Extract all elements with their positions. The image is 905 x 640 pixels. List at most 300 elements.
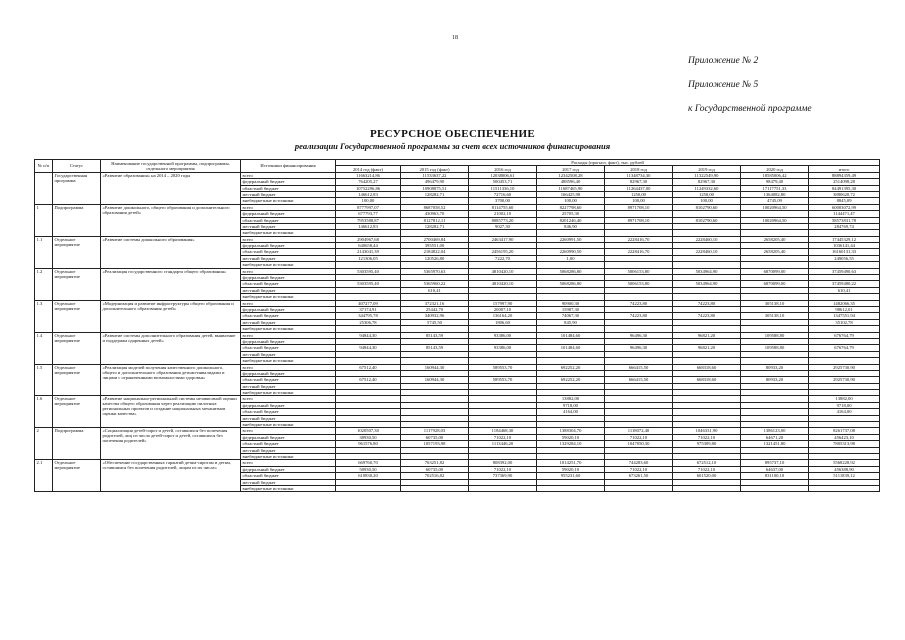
- value-cell: 5068286,80: [537, 268, 605, 274]
- value-cell: 1036141,44: [809, 243, 880, 249]
- value-cell: 64637,00: [741, 466, 809, 472]
- value-cell: 1386123,00: [741, 428, 809, 434]
- value-cell: 5745,50: [401, 319, 469, 325]
- value-cell: 15987,30: [537, 306, 605, 312]
- value-cell: 74223,80: [673, 313, 741, 319]
- value-cell: 8102790,60: [673, 217, 741, 223]
- value-cell: 589553,70: [469, 377, 537, 383]
- value-cell: 1364082,80: [741, 191, 809, 197]
- row-source: внебюджетные источники: [241, 358, 336, 364]
- value-cell: 673261,50: [605, 473, 673, 479]
- value-cell: 88894359,49: [809, 172, 880, 178]
- value-cell: 9027,30: [469, 223, 537, 229]
- value-cell: 20007,10: [469, 306, 537, 312]
- value-cell: 96496,30: [605, 332, 673, 338]
- row-source: областной бюджет: [241, 441, 336, 447]
- value-cell: 8971708,10: [605, 204, 673, 210]
- value-cell: 589553,70: [469, 364, 537, 370]
- value-cell: 640658,44: [336, 243, 401, 249]
- row-num: 1.5: [35, 364, 53, 396]
- value-cell: 8777997,07: [336, 204, 401, 210]
- row-source: всего: [241, 428, 336, 434]
- value-cell: 136164,20: [469, 313, 537, 319]
- page-number: 18: [452, 35, 458, 41]
- value-cell: 2228460,10: [673, 249, 741, 255]
- value-cell: 8201246,40: [537, 217, 605, 223]
- value-cell: 846,90: [537, 223, 605, 229]
- row-source: внебюджетные источники: [241, 326, 336, 332]
- value-cell: 1329284,10: [537, 441, 605, 447]
- row-num: 1.2: [35, 268, 53, 300]
- row-source: всего: [241, 300, 336, 306]
- value-cell: 84491395,30: [809, 185, 880, 191]
- row-source: местный бюджет: [241, 479, 336, 485]
- value-cell: 8102790,60: [673, 204, 741, 210]
- value-cell: 160944,30: [401, 364, 469, 370]
- value-cell: 146612,83: [336, 223, 401, 229]
- row-source: местный бюджет: [241, 255, 336, 261]
- value-cell: 98479,40: [741, 179, 809, 185]
- value-cell: 5568228,92: [809, 460, 880, 466]
- value-cell: 975309,80: [673, 441, 741, 447]
- row-source: местный бюджет: [241, 447, 336, 453]
- value-cell: 372321,16: [401, 300, 469, 306]
- value-cell: 157997,90: [469, 300, 537, 306]
- value-cell: 2463417,90: [469, 236, 537, 242]
- row-source: внебюджетные источники: [241, 230, 336, 236]
- value-cell: 64671,20: [741, 434, 809, 440]
- value-cell: 13882,00: [537, 396, 605, 402]
- value-cell: 96821,20: [673, 332, 741, 338]
- row-source: областной бюджет: [241, 345, 336, 351]
- row-source: внебюджетные источники: [241, 262, 336, 268]
- value-cell: 60735,00: [401, 434, 469, 440]
- row-source: областной бюджет: [241, 409, 336, 415]
- value-cell: 831100,10: [741, 473, 809, 479]
- value-cell: 610830,20: [336, 473, 401, 479]
- row-status: Отдельное мероприятие: [53, 364, 101, 396]
- value-cell: 2904967,68: [336, 236, 401, 242]
- row-source: всего: [241, 268, 336, 274]
- value-cell: 5006153,80: [605, 268, 673, 274]
- value-cell: 961576,80: [336, 441, 401, 447]
- resource-table: [34, 159, 880, 492]
- row-source: областной бюджет: [241, 249, 336, 255]
- value-cell: 5034964,90: [673, 268, 741, 274]
- value-cell: 100,00: [537, 198, 605, 204]
- row-name: «Развитие системы дополнительного образования детей, выявление и поддержка одаренных детей»: [101, 332, 241, 364]
- row-source: федеральный бюджет: [241, 275, 336, 281]
- row-status: Отдельное мероприятие: [53, 396, 101, 428]
- row-source: внебюджетные источники: [241, 294, 336, 300]
- value-cell: 74223,80: [605, 300, 673, 306]
- row-num: 1: [35, 204, 53, 236]
- value-cell: 2925730,90: [809, 377, 880, 383]
- value-cell: 676764,79: [809, 332, 880, 338]
- value-cell: [741, 485, 809, 491]
- row-source: всего: [241, 204, 336, 210]
- value-cell: 3880620,72: [809, 191, 880, 197]
- row-num: 1.6: [35, 396, 53, 428]
- value-cell: 1250,00: [605, 191, 673, 197]
- value-cell: 4810420,10: [469, 281, 537, 287]
- value-cell: 1482066,35: [809, 300, 880, 306]
- value-cell: 488596,40: [537, 179, 605, 185]
- value-cell: 11511336,10: [469, 185, 537, 191]
- header-expenses: Расходы (прогноз, факт), тыс. рублей: [336, 160, 880, 166]
- value-cell: 895737,10: [741, 460, 809, 466]
- value-cell: 500453,71: [469, 179, 537, 185]
- value-cell: 666415,50: [605, 364, 673, 370]
- value-cell: 4810420,10: [469, 268, 537, 274]
- row-source: федеральный бюджет: [241, 306, 336, 312]
- value-cell: 692252,20: [537, 364, 605, 370]
- value-cell: 5006153,80: [605, 281, 673, 287]
- row-source: всего: [241, 364, 336, 370]
- value-cell: 676764,79: [809, 345, 880, 351]
- value-cell: 85143,59: [401, 345, 469, 351]
- row-source: всего: [241, 332, 336, 338]
- value-cell: 344795,78: [336, 313, 401, 319]
- row-source: областной бюджет: [241, 185, 336, 191]
- value-cell: 668318,60: [673, 377, 741, 383]
- row-source: внебюджетные источники: [241, 198, 336, 204]
- value-cell: 340932,96: [401, 313, 469, 319]
- value-cell: 2184822,04: [401, 249, 469, 255]
- value-cell: 8261737,08: [809, 428, 880, 434]
- value-cell: 1144471,47: [809, 211, 880, 217]
- row-source: областной бюджет: [241, 281, 336, 287]
- value-cell: 37174,91: [336, 306, 401, 312]
- value-cell: 1020507,30: [336, 428, 401, 434]
- value-cell: 38930,50: [336, 434, 401, 440]
- value-cell: 12038006,61: [469, 172, 537, 178]
- row-source: областной бюджет: [241, 377, 336, 383]
- value-cell: 11533637,22: [401, 172, 469, 178]
- row-status: Подпрограмма: [53, 204, 101, 236]
- header-num: № п/п: [35, 160, 53, 173]
- row-name: «Реализация моделей получения качественного дошкольного, общего и дополнительного образования детьми-инвалидами и лицами с ограниченными возможностями здоровья»: [101, 364, 241, 396]
- row-source: областной бюджет: [241, 217, 336, 223]
- row-source: внебюджетные источники: [241, 485, 336, 491]
- row-source: федеральный бюджет: [241, 466, 336, 472]
- value-cell: 109588,80: [741, 345, 809, 351]
- row-source: федеральный бюджет: [241, 338, 336, 344]
- header-year: итого: [809, 166, 880, 172]
- value-cell: 4164,00: [809, 409, 880, 415]
- row-source: федеральный бюджет: [241, 370, 336, 376]
- value-cell: 8085773,20: [469, 217, 537, 223]
- value-cell: 2260991,50: [537, 236, 605, 242]
- value-cell: 10020964,50: [741, 204, 809, 210]
- value-cell: 2143041,39: [336, 249, 401, 255]
- value-cell: 5303595,40: [336, 281, 401, 287]
- value-cell: 82967,30: [605, 179, 673, 185]
- value-cell: 5111839,12: [809, 473, 880, 479]
- row-source: местный бюджет: [241, 223, 336, 229]
- appendix-line-2: Приложение № 5: [688, 80, 759, 90]
- value-cell: 71022,10: [605, 466, 673, 472]
- row-status: Подпрограмма: [53, 428, 101, 460]
- value-cell: 12342508,28: [537, 172, 605, 178]
- value-cell: [401, 485, 469, 491]
- row-source: внебюджетные источники: [241, 390, 336, 396]
- row-name: «Реализация государственного стандарта общего образования»: [101, 268, 241, 300]
- value-cell: 58573831,78: [809, 217, 880, 223]
- row-source: внебюджетные источники: [241, 453, 336, 459]
- value-cell: 120526,80: [401, 255, 469, 261]
- value-cell: 71022,10: [673, 466, 741, 472]
- value-cell: 9718,00: [809, 402, 880, 408]
- value-cell: 407277,09: [336, 300, 401, 306]
- value-cell: 94844,30: [336, 332, 401, 338]
- value-cell: 11348734,30: [605, 172, 673, 178]
- document-subtitle: реализации Государственной программы за счет всех источников финансирования: [294, 141, 611, 151]
- value-cell: 101484,60: [537, 345, 605, 351]
- row-status: Государственная программа: [53, 172, 101, 204]
- document-title: РЕСУРСНОЕ ОБЕСПЕЧЕНИЕ: [369, 128, 536, 140]
- value-cell: 8127812,11: [401, 217, 469, 223]
- value-cell: 93386,00: [469, 345, 537, 351]
- row-num: 2: [35, 428, 53, 460]
- row-source: всего: [241, 236, 336, 242]
- value-cell: 456423,10: [809, 434, 880, 440]
- value-cell: [469, 485, 537, 491]
- value-cell: 11264437,00: [605, 185, 673, 191]
- header-year: 2019 год: [673, 166, 741, 172]
- value-cell: 25705,30: [537, 211, 605, 217]
- value-cell: 121306,05: [336, 255, 401, 261]
- row-source: областной бюджет: [241, 313, 336, 319]
- value-cell: 21002,10: [469, 211, 537, 217]
- value-cell: 59020,10: [537, 466, 605, 472]
- value-cell: 3700,00: [469, 198, 537, 204]
- value-cell: 456388,90: [809, 466, 880, 472]
- value-cell: 305138,10: [741, 300, 809, 306]
- value-cell: 98612,01: [809, 306, 880, 312]
- value-cell: 17445329,12: [809, 236, 880, 242]
- value-cell: 101484,60: [537, 332, 605, 338]
- value-cell: 10020964,50: [741, 217, 809, 223]
- value-cell: 2700469,84: [401, 236, 469, 242]
- value-cell: 8227798,60: [537, 204, 605, 210]
- value-cell: 74223,80: [673, 300, 741, 306]
- value-cell: 1057193,98: [401, 441, 469, 447]
- value-cell: 737369,90: [469, 473, 537, 479]
- value-cell: 2228416,70: [605, 236, 673, 242]
- value-cell: 93386,00: [469, 332, 537, 338]
- value-cell: 7953588,87: [336, 217, 401, 223]
- row-status: Отдельное мероприятие: [53, 460, 101, 492]
- value-cell: 25442,70: [401, 306, 469, 312]
- row-source: местный бюджет: [241, 319, 336, 325]
- row-source: федеральный бюджет: [241, 243, 336, 249]
- value-cell: 305138,10: [741, 313, 809, 319]
- value-cell: 82967,30: [673, 179, 741, 185]
- value-cell: 96496,30: [605, 345, 673, 351]
- row-status: Отдельное мероприятие: [53, 300, 101, 332]
- value-cell: 4164,00: [537, 409, 605, 415]
- row-status: Отдельное мероприятие: [53, 236, 101, 268]
- row-source: местный бюджет: [241, 383, 336, 389]
- value-cell: 109588,80: [741, 332, 809, 338]
- value-cell: 90900,30: [537, 300, 605, 306]
- value-cell: 60003072,99: [809, 204, 880, 210]
- value-cell: 17117751,33: [741, 185, 809, 191]
- row-source: федеральный бюджет: [241, 402, 336, 408]
- value-cell: 1347551,94: [809, 313, 880, 319]
- value-cell: 1388304,70: [537, 428, 605, 434]
- value-cell: 25306,78: [336, 319, 401, 325]
- value-cell: 37459480,22: [809, 281, 880, 287]
- value-cell: 8687058,52: [401, 204, 469, 210]
- value-cell: 284769,74: [809, 223, 880, 229]
- value-cell: 1046331,90: [673, 428, 741, 434]
- value-cell: 5303595,40: [336, 268, 401, 274]
- value-cell: 100,00: [336, 198, 401, 204]
- value-cell: 1250,00: [673, 191, 741, 197]
- row-source: федеральный бюджет: [241, 179, 336, 185]
- header-year: 2017 год: [537, 166, 605, 172]
- value-cell: 2925730,90: [809, 364, 880, 370]
- row-source: всего: [241, 460, 336, 466]
- value-cell: 2456195,20: [469, 249, 537, 255]
- appendix-line-3: к Государственной программе: [688, 104, 812, 114]
- header-year: 2018 год: [605, 166, 673, 172]
- row-name: «Социализация детей-сирот и детей, оставшихся без попечения родителей, лиц из числа детей-сирот и детей, оставшихся без попечения родителей»: [101, 428, 241, 460]
- header-year: 2016 год: [469, 166, 537, 172]
- header-status: Статус: [53, 160, 101, 173]
- value-cell: 18585006,42: [741, 172, 809, 178]
- value-cell: 11663214,86: [336, 172, 401, 178]
- value-cell: 5365960,22: [401, 281, 469, 287]
- header-year: 2015 год (факт): [401, 166, 469, 172]
- value-cell: 1806,60: [469, 319, 537, 325]
- value-cell: 100,00: [673, 198, 741, 204]
- value-cell: 74067,30: [537, 313, 605, 319]
- value-cell: 249056,55: [809, 255, 880, 261]
- row-num: 2.1: [35, 460, 53, 492]
- row-num: [35, 172, 53, 204]
- row-source: местный бюджет: [241, 351, 336, 357]
- row-source: всего: [241, 396, 336, 402]
- value-cell: 2260990,50: [537, 249, 605, 255]
- value-cell: 10752296,86: [336, 185, 401, 191]
- value-cell: [673, 485, 741, 491]
- value-cell: 35102,78: [809, 319, 880, 325]
- value-cell: 1113446,20: [469, 441, 537, 447]
- header-source: Источники финансирования: [241, 160, 336, 173]
- value-cell: 11687465,90: [537, 185, 605, 191]
- value-cell: 669760,70: [336, 460, 401, 466]
- value-cell: 160944,30: [401, 377, 469, 383]
- row-num: 1.3: [35, 300, 53, 332]
- appendix-line-1: Приложение № 2: [688, 56, 759, 66]
- value-cell: 668318,60: [673, 364, 741, 370]
- value-cell: 955231,60: [537, 473, 605, 479]
- value-cell: 692252,20: [537, 377, 605, 383]
- row-source: областной бюджет: [241, 473, 336, 479]
- value-cell: 96821,20: [673, 345, 741, 351]
- value-cell: 2658205,40: [741, 236, 809, 242]
- row-name: «Обеспечение государственных гарантий детям-сиротам и детям, оставшимся без попечения родителей, лицам из их числа»: [101, 460, 241, 492]
- value-cell: 610,41: [401, 287, 469, 293]
- row-name: «Модернизация и развитие инфраструктуры общего образования и дополнительного образования детей»: [101, 300, 241, 332]
- value-cell: 80933,20: [741, 364, 809, 370]
- row-num: 1.4: [35, 332, 53, 364]
- value-cell: 37459490,63: [809, 268, 880, 274]
- value-cell: 10908875,51: [401, 185, 469, 191]
- value-cell: 8971708,10: [605, 217, 673, 223]
- value-cell: 702516,82: [401, 473, 469, 479]
- value-cell: 4745,09: [741, 198, 809, 204]
- value-cell: 128282,71: [401, 223, 469, 229]
- value-cell: 85143,59: [401, 332, 469, 338]
- value-cell: 71022,10: [469, 434, 537, 440]
- value-cell: 67512,40: [336, 377, 401, 383]
- row-source: местный бюджет: [241, 287, 336, 293]
- value-cell: 1321451,80: [741, 441, 809, 447]
- value-cell: 58930,50: [336, 466, 401, 472]
- row-source: местный бюджет: [241, 191, 336, 197]
- row-source: федеральный бюджет: [241, 434, 336, 440]
- value-cell: 2228460,10: [673, 236, 741, 242]
- value-cell: 94844,30: [336, 345, 401, 351]
- value-cell: 8845,09: [809, 198, 880, 204]
- header-year: 2014 год (факт): [336, 166, 401, 172]
- value-cell: [537, 485, 605, 491]
- value-cell: 677793,77: [336, 211, 401, 217]
- value-cell: [336, 485, 401, 491]
- value-cell: 8114755,60: [469, 204, 537, 210]
- value-cell: 74223,80: [605, 313, 673, 319]
- value-cell: 5068286,80: [537, 281, 605, 287]
- row-source: всего: [241, 172, 336, 178]
- value-cell: 9718,00: [537, 402, 605, 408]
- value-cell: 395551,00: [401, 243, 469, 249]
- value-cell: 430963,70: [401, 211, 469, 217]
- value-cell: 744283,60: [605, 460, 673, 466]
- row-source: местный бюджет: [241, 415, 336, 421]
- value-cell: 7805313,98: [809, 441, 880, 447]
- row-source: внебюджетные источники: [241, 422, 336, 428]
- value-cell: 764205,27: [336, 179, 401, 185]
- value-cell: 610,41: [809, 287, 880, 293]
- value-cell: 1118072,40: [605, 428, 673, 434]
- value-cell: 80933,20: [741, 377, 809, 383]
- value-cell: 6870099,00: [741, 268, 809, 274]
- value-cell: 6870099,00: [741, 281, 809, 287]
- value-cell: 666415,50: [605, 377, 673, 383]
- row-source: федеральный бюджет: [241, 211, 336, 217]
- value-cell: 2228416,70: [605, 249, 673, 255]
- value-cell: 7222,70: [469, 255, 537, 261]
- value-cell: 71022,10: [605, 434, 673, 440]
- value-cell: 845,90: [537, 319, 605, 325]
- value-cell: 166425,98: [537, 191, 605, 197]
- value-cell: 72716,60: [469, 191, 537, 197]
- value-cell: 808392,00: [469, 460, 537, 466]
- value-cell: 601520,00: [673, 473, 741, 479]
- header-name: Наименование государственной программы, подпрограммы, отдельного мероприятия: [101, 160, 241, 173]
- value-cell: 146612,83: [336, 191, 401, 197]
- value-cell: 11249332,60: [673, 185, 741, 191]
- header-year: 2020 год: [741, 166, 809, 172]
- value-cell: 1117928,03: [401, 428, 469, 434]
- row-status: Отдельное мероприятие: [53, 332, 101, 364]
- value-cell: 1014251,70: [537, 460, 605, 466]
- value-cell: 60735,00: [401, 466, 469, 472]
